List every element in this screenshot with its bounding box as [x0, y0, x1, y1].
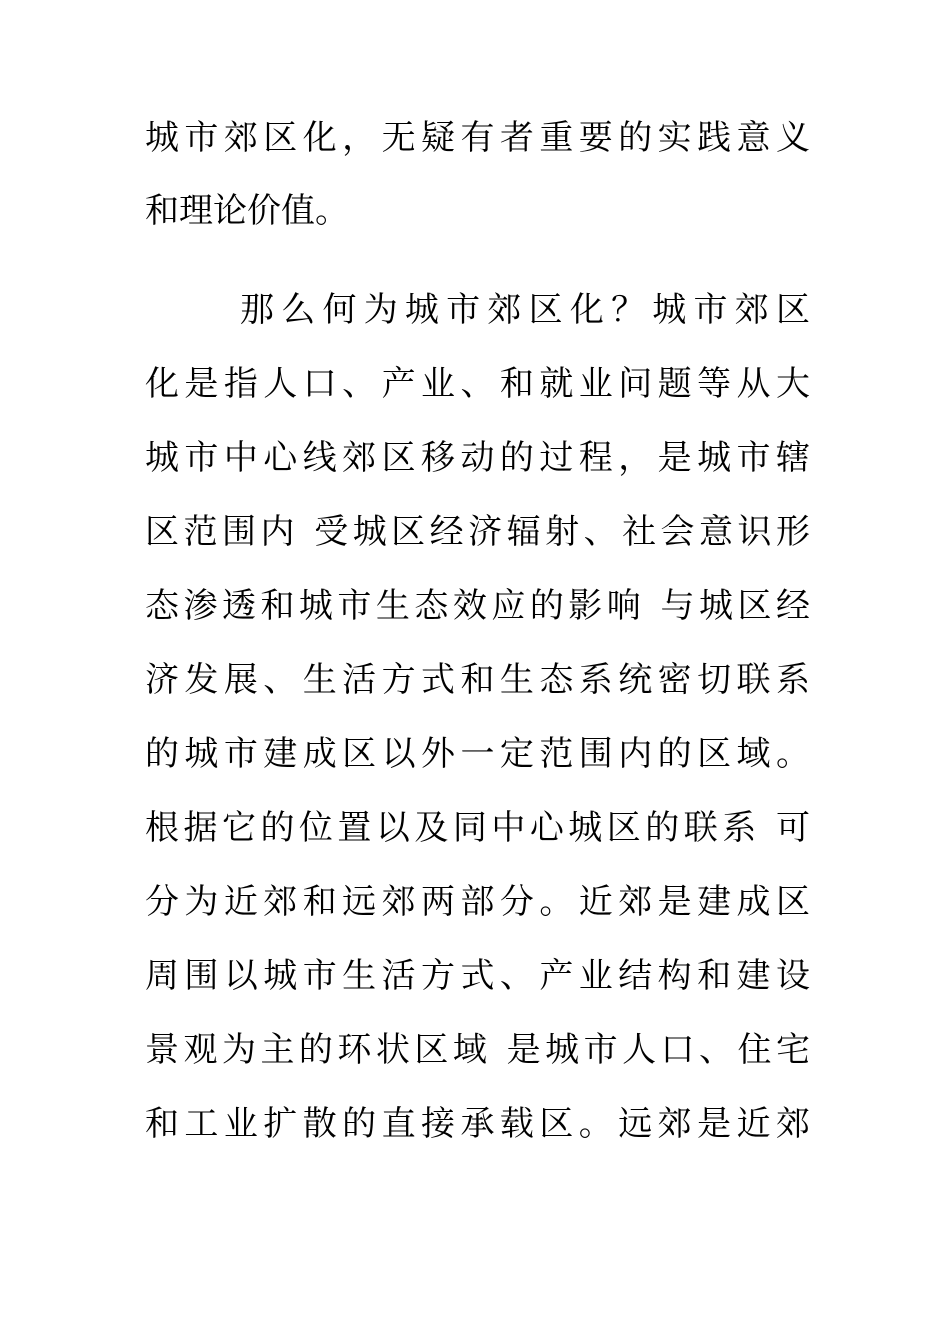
text-line-9: 的城市建成区以外一定范围内的区域。 — [145, 734, 810, 774]
text-line-5: 城市中心线郊区移动的过程，是城市辖 — [145, 438, 810, 478]
text-line-14: 和工业扩散的直接承载区。远郊是近郊 — [145, 1104, 810, 1144]
text-line-1: 城市郊区化，无疑有者重要的实践意义 — [145, 118, 810, 158]
text-line-12: 周围以城市生活方式、产业结构和建设 — [145, 956, 810, 996]
text-line-10: 根据它的位置以及同中心城区的联系 可 — [145, 808, 810, 848]
text-line-8: 济发展、生活方式和生态系统密切联系 — [145, 660, 810, 700]
text-line-13: 景观为主的环状区域 是城市人口、住宅 — [145, 1030, 810, 1070]
text-line-2: 和理论价值。 — [145, 191, 349, 231]
text-line-7: 态渗透和城市生态效应的影响 与城区经 — [145, 586, 810, 626]
text-line-11: 分为近郊和远郊两部分。近郊是建成区 — [145, 882, 810, 922]
text-line-4: 化是指人口、产业、和就业问题等从大 — [145, 364, 810, 404]
text-line-6: 区范围内 受城区经济辐射、社会意识形 — [145, 512, 810, 552]
text-line-3: 那么何为城市郊区化？城市郊区 — [240, 290, 810, 330]
